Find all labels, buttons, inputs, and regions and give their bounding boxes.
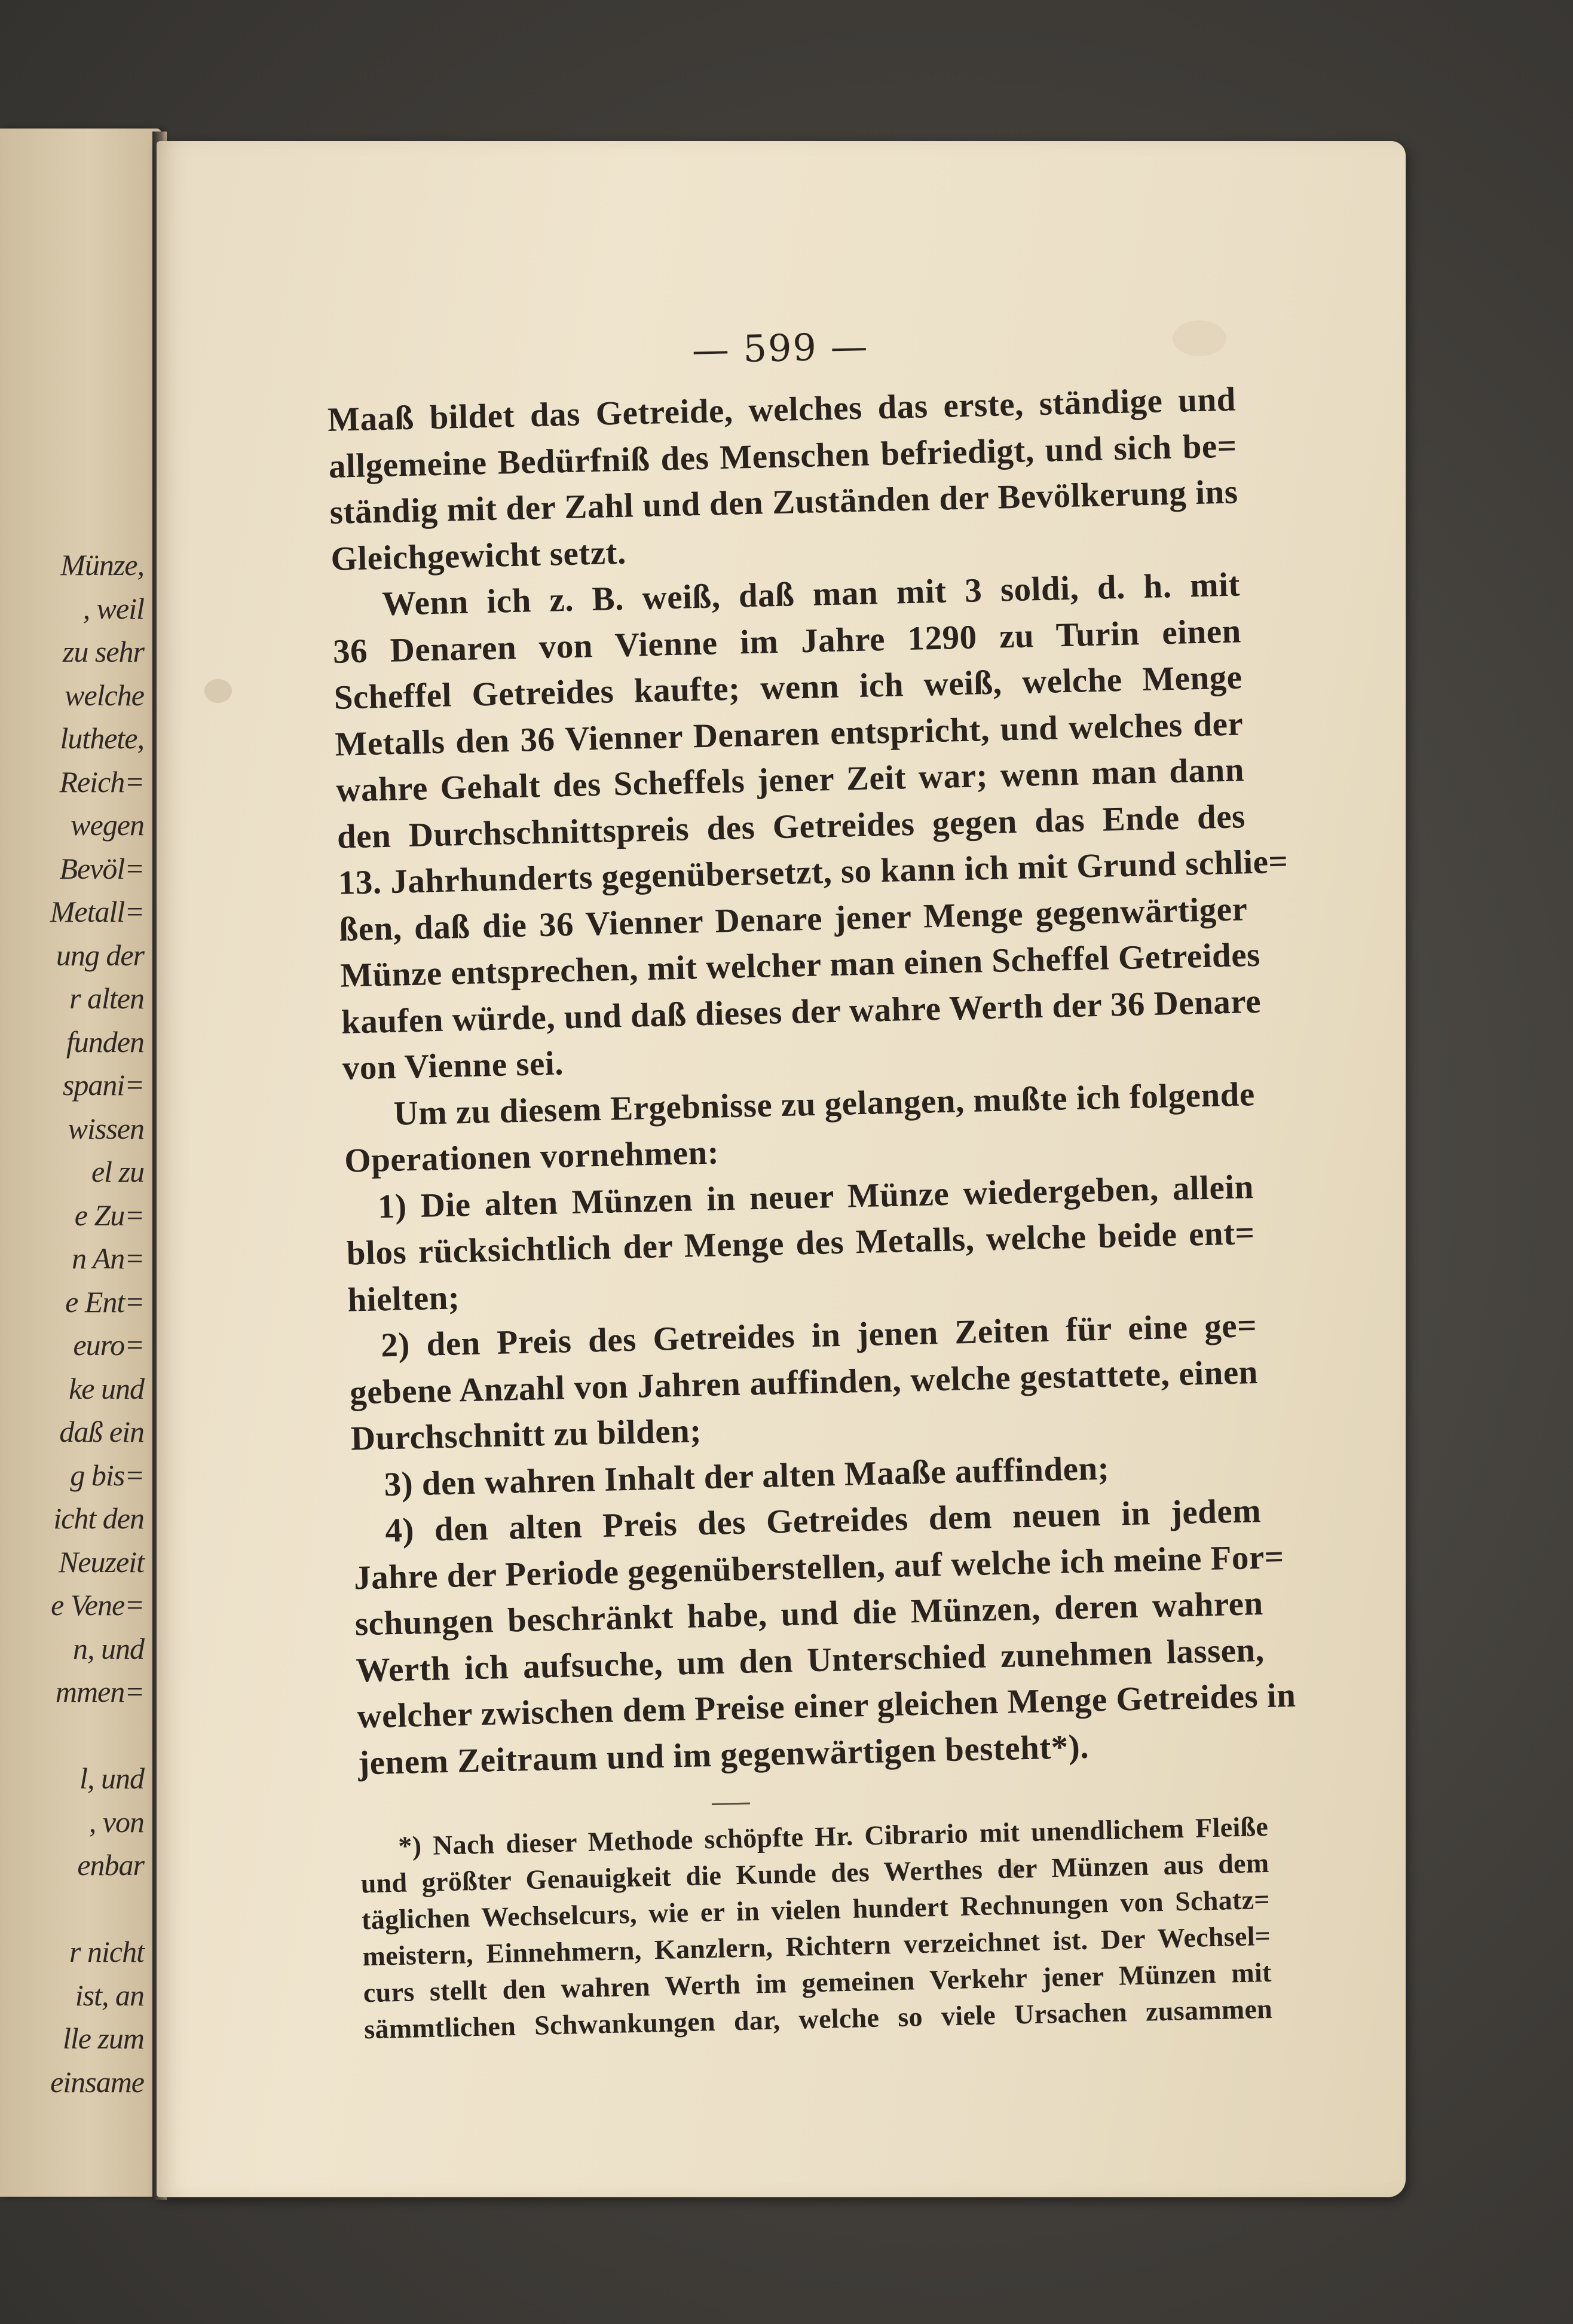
text-line: schungen beschränkt habe, und die Münzen, deren wahren	[354, 1584, 1264, 1643]
footnote-line: sämmtlichen Schwankungen dar, welche so viele Ursachen zusammen	[363, 1993, 1273, 2045]
text-line: wahre Gehalt des Scheffels jener Zeit war; wenn man dann	[335, 751, 1245, 809]
previous-page-fragment: ke und	[69, 1371, 144, 1405]
previous-page-fragment: Neuzeit	[59, 1545, 144, 1579]
previous-page-fragment: Bevöl=	[59, 851, 144, 885]
text-line: ßen, daß die 36 Vienner Denare jener Menge gegenwärtiger	[338, 889, 1248, 949]
previous-page-fragment: r nicht	[69, 1935, 144, 1968]
previous-page-fragment: n, und	[73, 1631, 144, 1665]
previous-page-fragment: einsame	[50, 2065, 144, 2099]
previous-page-fragment: r alten	[69, 981, 144, 1015]
text-line: 2) den Preis des Getreides in jenen Zeiten für eine ge=	[380, 1307, 1257, 1365]
text-line: 3) den wahren Inhalt der alten Maaße auffinden;	[383, 1449, 1110, 1503]
paper-stain	[204, 679, 232, 703]
previous-page-fragment: e Ent=	[65, 1285, 144, 1319]
previous-page-fragment: funden	[66, 1025, 144, 1059]
previous-page-fragment: wissen	[68, 1111, 144, 1145]
page-text	[326, 314, 1297, 2048]
previous-page-edge	[0, 129, 161, 2197]
footnote-line: curs stellt den wahren Werth im gemeinen Verkehr jener Münzen mit	[363, 1956, 1272, 2008]
previous-page-fragment: Metall=	[50, 895, 144, 928]
previous-page-fragment: , von	[88, 1805, 144, 1839]
previous-page-fragment: , weil	[82, 591, 144, 625]
text-line: Wenn ich z. B. weiß, daß man mit 3 soldi, d. h. mit	[381, 565, 1241, 623]
previous-page-text	[0, 164, 152, 2155]
previous-page-fragment: e Vene=	[51, 1588, 144, 1622]
footnote-line: *) Nach dieser Methode schöpfte Hr. Cibrario mit unendlichem Fleiße	[397, 1811, 1269, 1861]
previous-page-fragment: ung der	[56, 938, 144, 972]
text-line: den Durchschnittspreis des Getreides gegen das Ende des	[336, 797, 1246, 856]
previous-page-fragment: euro=	[73, 1328, 144, 1362]
previous-page-fragment: spani=	[62, 1068, 144, 1102]
previous-page-fragment: luthete,	[60, 721, 144, 755]
previous-page-fragment: welche	[65, 678, 144, 712]
text-line: ständig mit der Zahl und den Zuständen der Bevölkerung ins	[329, 473, 1239, 531]
text-line: 1) Die alten Münzen in neuer Münze wiedergeben, allein	[377, 1167, 1254, 1225]
text-line: Jahre der Periode gegenüberstellen, auf welche ich meine For=	[353, 1537, 1285, 1597]
text-line: Um zu diesem Ergebnisse zu gelangen, mußte ich folgende	[393, 1075, 1256, 1133]
text-line: hielten;	[347, 1278, 460, 1319]
previous-page-fragment: lle zum	[62, 2022, 144, 2055]
text-line: Metalls den 36 Vienner Denaren entspricht, und welches der	[334, 704, 1244, 763]
previous-page-fragment: mmen=	[55, 1675, 144, 1708]
text-line: 13. Jahrhunderts gegenübersetzt, so kann ich mit Grund schlie=	[338, 842, 1289, 902]
previous-page-fragment: enbar	[77, 1848, 144, 1882]
text-line: gebene Anzahl von Jahren auffinden, welche gestattete, einen	[349, 1353, 1259, 1412]
text-line: welcher zwischen dem Preise einer gleichen Menge Getreides in	[356, 1676, 1297, 1736]
text-line: jenem Zeitraum und im gegenwärtigen besteht*).	[357, 1727, 1090, 1782]
text-line: Gleichgewicht setzt.	[330, 533, 627, 578]
text-line: 36 Denaren von Vienne im Jahre 1290 zu Turin einen	[332, 611, 1242, 671]
text-line: von Vienne sei.	[342, 1044, 564, 1087]
text-line: 4) den alten Preis des Getreides dem neuen in jedem	[384, 1492, 1262, 1550]
text-line: Operationen vornehmen:	[344, 1133, 720, 1180]
previous-page-fragment: ist, an	[75, 1978, 144, 2012]
footnote-divider	[712, 1803, 750, 1805]
footnote-line: meistern, Einnehmern, Kanzlern, Richtern verzeichnet ist. Der Wechsel=	[362, 1920, 1271, 1972]
previous-page-fragment: Münze,	[60, 548, 144, 582]
previous-page-fragment: el zu	[91, 1155, 144, 1188]
text-line: blos rücksichtlich der Menge des Metalls, welche beide ent=	[346, 1214, 1256, 1273]
previous-page-fragment: Reich=	[59, 765, 144, 799]
previous-page-fragment: daß ein	[59, 1415, 144, 1448]
text-line: Durchschnitt zu bilden;	[350, 1412, 702, 1458]
previous-page-fragment: e Zu=	[74, 1198, 144, 1232]
previous-page-fragment: l, und	[79, 1762, 144, 1795]
text-line: kaufen würde, und daß dieses der wahre Werth der 36 Denare	[341, 982, 1262, 1041]
text-line: Maaß bildet das Getreide, welches das erste, ständige und	[327, 380, 1237, 439]
previous-page-fragment: g bis=	[70, 1458, 144, 1492]
previous-page-fragment: zu sehr	[62, 635, 144, 668]
footnote-line: täglichen Wechselcurs, wie er in vielen hundert Rechnungen von Schatz=	[361, 1883, 1271, 1935]
footnote-line: und größter Genauigkeit die Kunde des Werthes der Münzen aus dem	[360, 1847, 1269, 1899]
text-line: Münze entsprechen, mit welcher man einen Scheffel Getreides	[339, 935, 1261, 995]
text-line: allgemeine Bedürfniß des Menschen befriedigt, und sich be=	[328, 426, 1238, 485]
previous-page-fragment: icht den	[53, 1502, 144, 1535]
page-number: — 599 —	[691, 324, 870, 372]
previous-page-fragment: n An=	[72, 1241, 144, 1275]
previous-page-fragment: wegen	[71, 808, 144, 842]
text-line: Werth ich aufsuche, um den Unterschied zunehmen lassen,	[355, 1631, 1265, 1689]
text-line: Scheffel Getreides kaufte; wenn ich weiß, welche Menge	[333, 658, 1243, 717]
